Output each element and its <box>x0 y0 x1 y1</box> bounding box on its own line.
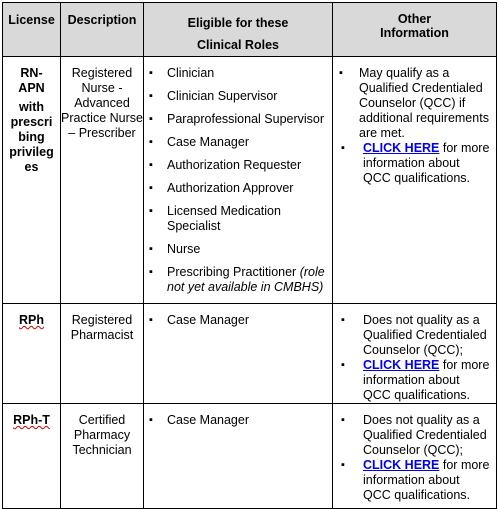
list-item: ▪ Authorization Approver <box>144 181 328 196</box>
license-cell: RPh <box>3 304 61 404</box>
info-list <box>333 57 496 186</box>
link-description: for more information about QCC qualifications. <box>363 458 490 502</box>
link-description: for more information about QCC qualifications. <box>363 358 490 402</box>
info-list <box>333 404 496 503</box>
description-cell: Registered Pharmacist <box>61 304 144 404</box>
link-description: for more information about QCC qualifications. <box>363 141 490 185</box>
list-item: ▪ May qualify as a Qualified Credentialed Counselor (QCC) if additional requirements are met. <box>333 66 490 141</box>
table-row <box>3 57 497 304</box>
header-other-information: Other Information <box>333 3 497 57</box>
list-item: ▪ Does not quality as a Qualified Credentialed Counselor (QCC); <box>333 413 490 458</box>
header-eligible-roles: Eligible for these Clinical Roles <box>144 3 333 57</box>
role-label: Prescribing Practitioner <box>167 265 297 279</box>
list-item: ▪ Does not quality as a Qualified Credentialed Counselor (QCC); <box>333 313 490 358</box>
other-info-cell <box>333 57 497 304</box>
list-item: ▪ Nurse <box>144 242 328 257</box>
roles-cell <box>144 304 333 404</box>
click-here-link[interactable]: CLICK HERE <box>363 358 440 372</box>
info-list <box>333 304 496 403</box>
list-item: ▪ Licensed Medication Specialist <box>144 204 328 234</box>
license-cell: RPh-T <box>3 404 61 509</box>
license-table <box>2 2 497 509</box>
list-item: ▪ Clinician <box>144 66 328 81</box>
other-info-cell <box>333 304 497 404</box>
list-item <box>333 458 490 503</box>
list-item: ▪ Authorization Requester <box>144 158 328 173</box>
list-item: ▪ Case Manager <box>144 135 328 150</box>
roles-list <box>144 304 332 328</box>
list-item <box>333 141 490 186</box>
table-header-row <box>3 3 497 57</box>
header-description: Description <box>61 3 144 57</box>
description-cell: Certified Pharmacy Technician <box>61 404 144 509</box>
roles-cell <box>144 57 333 304</box>
click-here-link[interactable]: CLICK HERE <box>363 141 440 155</box>
roles-list <box>144 57 332 295</box>
click-here-link[interactable]: CLICK HERE <box>363 458 440 472</box>
list-item: ▪ Case Manager <box>144 313 328 328</box>
description-cell: Registered Nurse - Advanced Practice Nurse – Prescriber <box>61 57 144 304</box>
list-item: ▪ Clinician Supervisor <box>144 89 328 104</box>
roles-list <box>144 404 332 428</box>
role-note: (role not yet available in CMBHS) <box>167 265 325 294</box>
list-item <box>333 358 490 403</box>
list-item: ▪ Paraprofessional Supervisor <box>144 112 328 127</box>
list-item <box>144 265 328 295</box>
header-license: License <box>3 3 61 57</box>
table-row <box>3 304 497 404</box>
list-item: ▪ Case Manager <box>144 413 328 428</box>
license-cell: RN- APN with prescri bing privileg es <box>3 57 61 304</box>
